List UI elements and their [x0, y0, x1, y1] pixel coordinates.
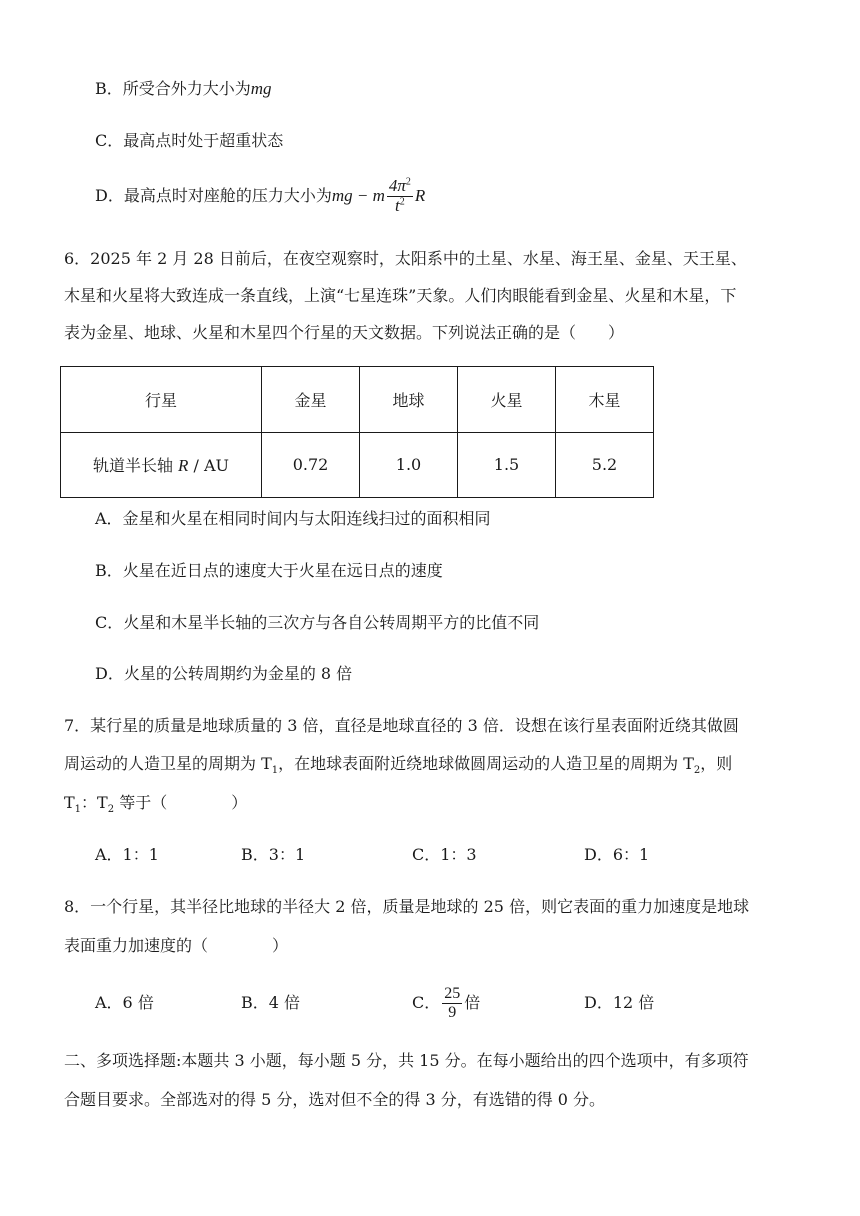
q7-option-c: C．1：3 — [412, 845, 477, 864]
q7-line3-b: ：T — [81, 793, 108, 812]
q5-option-b-math: mg — [250, 79, 272, 98]
q6-stem-line2: 木星和火星将大致连成一条直线，上演“七星连珠”天象。人们肉眼能看到金星、火星和木星，下 — [64, 286, 737, 305]
q7-line2-b: ，在地球表面附近绕地球做圆周运动的人造卫星的周期为 T — [278, 754, 694, 773]
q7-line2-a: 周运动的人造卫星的周期为 T — [64, 754, 272, 773]
q5-option-d-math-left: mg − m — [331, 186, 385, 205]
q8-option-d: D．12 倍 — [584, 993, 655, 1012]
q5-frac-den-sup: 2 — [399, 196, 405, 208]
q6-option-c: C．火星和木星半长轴的三次方与各自公转周期平方的比值不同 — [95, 613, 540, 632]
q7-line3-a: T — [64, 793, 75, 812]
row-label-prefix: 轨道半长轴 — [92, 456, 179, 476]
q8-stem-line1: 8．一个行星，其半径比地球的半径大 2 倍，质量是地球的 25 倍，则它表面的重力加速度是地球 — [64, 897, 750, 916]
q7-line2-sub2: 2 — [693, 765, 701, 777]
q7-stem-line1: 7．某行星的质量是地球质量的 3 倍，直径是地球直径的 3 倍．设想在该行星表面附近绕其做圆 — [64, 716, 739, 735]
q7-line3-sub2: 2 — [107, 804, 115, 816]
q8-option-c-suffix: 倍 — [464, 993, 481, 1012]
q8-option-c-prefix: C． — [412, 993, 441, 1012]
table-cell: 1.5 — [458, 432, 556, 498]
table-cell: 0.72 — [262, 432, 360, 498]
table-cell: 5.2 — [556, 432, 654, 498]
q8-frac-den: 9 — [448, 1004, 457, 1021]
q6-option-b: B．火星在近日点的速度大于火星在远日点的速度 — [95, 561, 443, 580]
q6-stem-line3: 表为金星、地球、火星和木星四个行星的天文数据。下列说法正确的是（ ） — [64, 323, 625, 342]
section2-instructions-line2: 合题目要求。全部选对的得 5 分，选对但不全的得 3 分，有选错的得 0 分。 — [64, 1090, 606, 1109]
table-header-cell: 地球 — [360, 367, 458, 433]
q8-option-a: A．6 倍 — [95, 993, 154, 1012]
planet-data-table — [60, 366, 654, 498]
q7-line2-c: ，则 — [700, 754, 733, 773]
q6-option-a: A．金星和火星在相同时间内与太阳连线扫过的面积相同 — [95, 509, 491, 528]
q7-option-b: B．3：1 — [241, 845, 306, 864]
q7-stem-line3 — [64, 791, 247, 815]
q7-option-a: A．1：1 — [95, 845, 159, 864]
q8-stem-line2: 表面重力加速度的（ ） — [64, 936, 289, 955]
q6-option-d: D．火星的公转周期约为金星的 8 倍 — [95, 664, 353, 683]
q8-option-c — [412, 980, 480, 1026]
q5-frac-den: t — [395, 196, 400, 215]
row-label-unit: / AU — [188, 456, 230, 476]
q8-frac-num: 25 — [444, 985, 461, 1002]
q7-stem-line2 — [64, 752, 732, 776]
q5-option-d — [95, 177, 425, 216]
q7-line2-sub1: 1 — [271, 765, 279, 777]
table-header-row — [61, 367, 654, 433]
q7-line3-c: 等于（ ） — [114, 793, 248, 812]
q8-option-c-fraction — [442, 985, 462, 1022]
q5-option-d-text: D．最高点时对座舱的压力大小为 — [95, 186, 332, 205]
q7-line3-sub1: 1 — [74, 804, 82, 816]
table-cell: 1.0 — [360, 432, 458, 498]
table-header-cell: 金星 — [262, 367, 360, 433]
section2-instructions-line1: 二、多项选择题:本题共 3 小题，每小题 5 分，共 15 分。在每小题给出的四个选项中，有多项符 — [64, 1051, 749, 1070]
row-label-var: R — [178, 456, 189, 476]
q5-option-d-math-right: R — [414, 186, 426, 205]
table-header-cell: 行星 — [61, 367, 262, 433]
q5-option-c: C．最高点时处于超重状态 — [95, 131, 284, 150]
q8-option-b: B．4 倍 — [241, 993, 301, 1012]
q6-stem-line1: 6．2025 年 2 月 28 日前后，在夜空观察时，太阳系中的土星、水星、海王星、金星、天王星、 — [64, 249, 747, 268]
table-row-label — [61, 432, 262, 498]
q5-option-b — [95, 77, 272, 101]
table-row — [61, 432, 654, 498]
q5-option-b-text: B．所受合外力大小为 — [95, 79, 251, 98]
table-header-cell: 木星 — [556, 367, 654, 433]
table-header-cell: 火星 — [458, 367, 556, 433]
q5-frac-num-sup: 2 — [405, 176, 411, 188]
q7-option-d: D．6：1 — [584, 845, 650, 864]
q5-frac-num: 4π — [388, 176, 406, 195]
q5-option-d-fraction — [387, 177, 413, 216]
